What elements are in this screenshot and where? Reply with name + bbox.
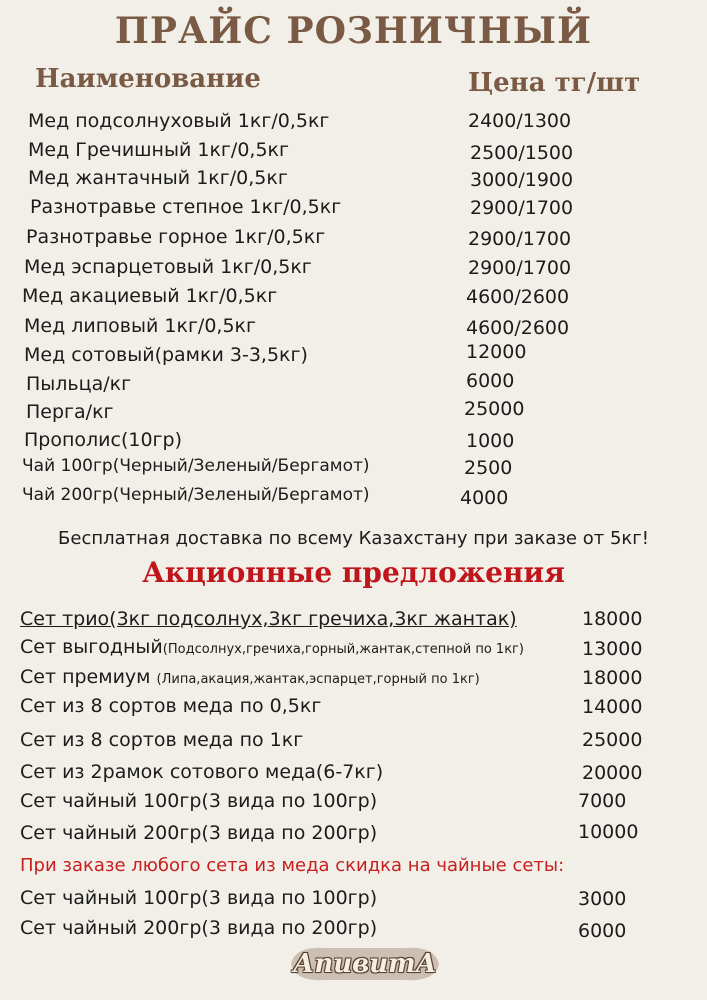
set-name: Сет чайный 100гр(3 вида по 100гр) — [20, 790, 378, 812]
discount-set-name: Сет чайный 100гр(3 вида по 100гр) — [20, 887, 378, 909]
discount-note: При заказе любого сета из меда скидка на чайные сеты: — [20, 855, 565, 876]
list-item-name: Мед эспарцетовый 1кг/0,5кг — [24, 256, 312, 278]
promo-title: Акционные предложения — [142, 556, 565, 589]
set-price: 25000 — [582, 729, 643, 751]
list-item-price: 4000 — [460, 487, 509, 509]
set-name: Сет из 8 сортов меда по 0,5кг — [20, 695, 322, 717]
page-title: ПРАЙС РОЗНИЧНЫЙ — [114, 10, 593, 52]
list-item-price: 12000 — [466, 341, 527, 363]
list-item-name: Чай 100гр(Черный/Зеленый/Бергамот) — [22, 456, 370, 476]
list-item-name: Мед подсолнуховый 1кг/0,5кг — [28, 110, 330, 132]
list-item-name: Пыльца/кг — [26, 373, 132, 395]
set-price: 13000 — [582, 638, 643, 660]
discount-set-price: 6000 — [578, 920, 627, 942]
list-item-name: Чай 200гр(Черный/Зеленый/Бергамот) — [22, 485, 370, 505]
list-item-price: 2900/1700 — [468, 228, 572, 250]
discount-set-name: Сет чайный 200гр(3 вида по 200гр) — [20, 917, 378, 939]
list-item-price: 25000 — [464, 398, 525, 420]
set-name — [20, 636, 524, 658]
set-name — [20, 666, 480, 688]
set-name: Сет чайный 200гр(3 вида по 200гр) — [20, 822, 378, 844]
brand-logo — [285, 942, 445, 986]
set-price: 10000 — [578, 821, 639, 843]
set-price: 14000 — [582, 696, 643, 718]
list-item-name: Перга/кг — [26, 401, 114, 423]
list-item-price: 2400/1300 — [468, 110, 572, 132]
discount-set-price: 3000 — [578, 888, 627, 910]
set-name: Сет из 8 сортов меда по 1кг — [20, 729, 304, 751]
list-item-price: 2500 — [464, 457, 513, 479]
set-name: Сет трио(3кг подсолнух,3кг гречиха,3кг жантак) — [20, 608, 517, 630]
list-item-price: 4600/2600 — [466, 286, 570, 308]
set-price: 18000 — [582, 608, 643, 630]
set-note: (Подсолнух,гречиха,горный,жантак,степной по 1кг) — [162, 642, 524, 657]
list-item-name: Мед сотовый(рамки 3-3,5кг) — [24, 344, 308, 366]
list-item-price: 4600/2600 — [466, 317, 570, 339]
set-price: 7000 — [578, 790, 627, 812]
list-item-name: Мед липовый 1кг/0,5кг — [24, 315, 257, 337]
list-item-name: Разнотравье горное 1кг/0,5кг — [26, 226, 326, 248]
list-item-name: Мед жантачный 1кг/0,5кг — [28, 167, 288, 189]
list-item-price: 6000 — [466, 370, 515, 392]
column-header-price: Цена тг/шт — [468, 68, 641, 98]
set-title: Сет выгодный — [20, 636, 163, 658]
list-item-name: Мед акациевый 1кг/0,5кг — [22, 285, 278, 307]
set-title: Сет премиум — [20, 666, 151, 688]
set-note: (Липа,акация,жантак,эспарцет,горный по 1кг) — [156, 672, 480, 687]
list-item-name: Мед Гречишный 1кг/0,5кг — [28, 139, 289, 161]
list-item-name: Прополис(10гр) — [24, 429, 183, 451]
list-item-price: 2500/1500 — [470, 142, 574, 164]
logo-text: АпивитА — [293, 949, 437, 979]
list-item-price: 1000 — [466, 430, 515, 452]
set-price: 20000 — [582, 762, 643, 784]
list-item-name: Разнотравье степное 1кг/0,5кг — [30, 196, 342, 218]
list-item-price: 3000/1900 — [470, 169, 574, 191]
list-item-price: 2900/1700 — [470, 197, 574, 219]
set-name: Сет из 2рамок сотового меда(6-7кг) — [20, 761, 384, 783]
column-header-name: Наименование — [35, 64, 261, 94]
set-price: 18000 — [582, 667, 643, 689]
list-item-price: 2900/1700 — [468, 257, 572, 279]
delivery-note: Бесплатная доставка по всему Казахстану при заказе от 5кг! — [58, 528, 649, 549]
